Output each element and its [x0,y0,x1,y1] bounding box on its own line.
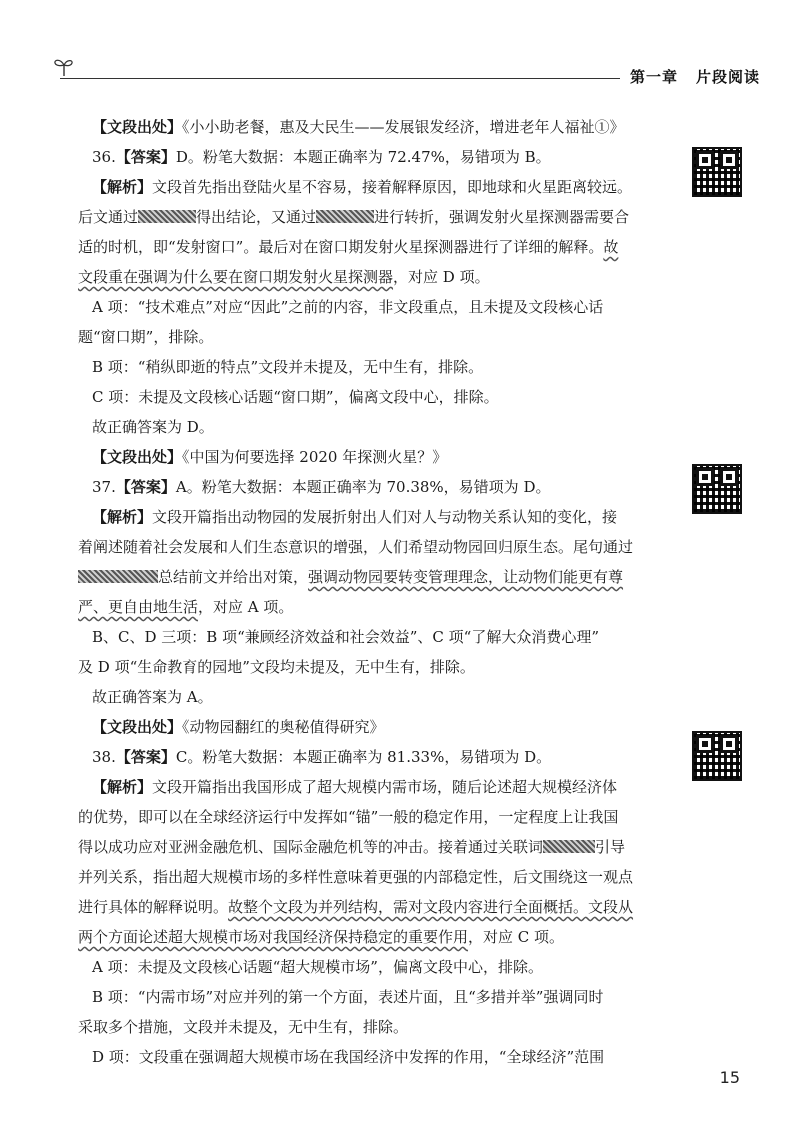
page-number: 15 [719,1068,740,1087]
qr-code-icon[interactable] [692,464,742,514]
redacted-text [78,570,158,583]
conclusion-36: 故正确答案为 D。 [92,418,214,436]
option-a-38: A 项：未提及文段核心话题“超大规模市场”，偏离文段中心，排除。 [92,958,543,976]
analysis-36-line: 文段重在强调为什么要在窗口期发射火星探测器，对应 D 项。 [78,268,490,286]
option-bcd-37: B、C、D 三项：B 项“兼顾经济效益和社会效益”、C 项“了解大众消费心理” [92,628,600,646]
analysis-38-line: 进行具体的解释说明。故整个文段为并列结构，需对文段内容进行全面概括。文段从 [78,898,634,916]
analysis-38: 【解析】文段开篇指出我国形成了超大规模内需市场，随后论述超大规模经济体 [92,778,618,796]
redacted-text [138,210,196,223]
qr-code-icon[interactable] [692,147,742,197]
analysis-38-line: 的优势，即可以在全球经济运行中发挥如“锚”一般的稳定作用，一定程度上让我国 [78,808,619,826]
answer-38: 38.【答案】C。粉笔大数据：本题正确率为 81.33%，易错项为 D。 [92,748,552,766]
analysis-38-line: 两个方面论述超大规模市场对我国经济保持稳定的重要作用，对应 C 项。 [78,928,565,946]
section-label: 片段阅读 [695,68,760,86]
answer-37: 37.【答案】A。粉笔大数据：本题正确率为 70.38%，易错项为 D。 [92,478,551,496]
analysis-36-line: 适的时机，即“发射窗口”。最后对在窗口期发射火星探测器进行了详细的解释。故 [78,238,619,256]
page-header [0,0,800,100]
analysis-38-line: 得以成功应对亚洲金融危机、国际金融危机等的冲击。接着通过关联词 引导 [78,838,626,856]
sprout-icon [52,54,76,78]
analysis-36: 【解析】文段首先指出登陆火星不容易，接着解释原因，即地球和火星距离较远。 [92,178,633,196]
header-rule [60,78,620,79]
page-content [78,112,670,1072]
option-b-38-cont: 采取多个措施，文段并未提及，无中生有，排除。 [78,1018,409,1036]
analysis-36-line: 后文通过 得出结论，又通过 进行转折，强调发射火星探测器需要合 [78,208,630,226]
redacted-text [543,840,595,853]
option-b-38: B 项：“内需市场”对应并列的第一个方面，表述片面，且“多措并举”强调同时 [92,988,604,1006]
conclusion-37: 故正确答案为 A。 [92,688,213,706]
source-line: 【文段出处】《小小助老餐，惠及大民生——发展银发经济，增进老年人福祉①》 [92,118,625,136]
option-a-36: A 项：“技术难点”对应“因此”之前的内容，非文段重点，且未提及文段核心话 [92,298,604,316]
analysis-37-line: 总结前文并给出对策，强调动物园要转变管理理念，让动物们能更有尊 [78,562,670,592]
answer-36: 36.【答案】D。粉笔大数据：本题正确率为 72.47%，易错项为 B。 [92,148,551,166]
redacted-text [316,210,374,223]
analysis-37: 【解析】文段开篇指出动物园的发展折射出人们对人与动物关系认知的变化，接 [92,508,618,526]
option-b-36: B 项：“稍纵即逝的特点”文段并未提及，无中生有，排除。 [92,358,484,376]
analysis-38-line: 并列关系，指出超大规模市场的多样性意味着更强的内部稳定性，后文围绕这一观点 [78,868,634,886]
source-37: 【文段出处】《动物园翻红的奥秘值得研究》 [92,718,385,736]
option-d-38: D 项：文段重在强调超大规模市场在我国经济中发挥的作用，“全球经济”范围 [92,1048,605,1066]
chapter-heading [612,66,760,87]
qr-code-icon[interactable] [692,731,742,781]
option-c-36: C 项：未提及文段核心话题“窗口期”，偏离文段中心，排除。 [92,388,499,406]
option-bcd-37-cont: 及 D 项“生命教育的园地”文段均未提及，无中生有，排除。 [78,658,475,676]
analysis-37-line: 着阐述随着社会发展和人们生态意识的增强，人们希望动物园回归原生态。尾句通过 [78,538,634,556]
chapter-label: 第一章 [629,68,678,86]
source-36: 【文段出处】《中国为何要选择 2020 年探测火星？》 [92,448,448,466]
option-a-36-cont: 题“窗口期”，排除。 [78,328,214,346]
analysis-37-line: 严、更自由地生活，对应 A 项。 [78,598,294,616]
